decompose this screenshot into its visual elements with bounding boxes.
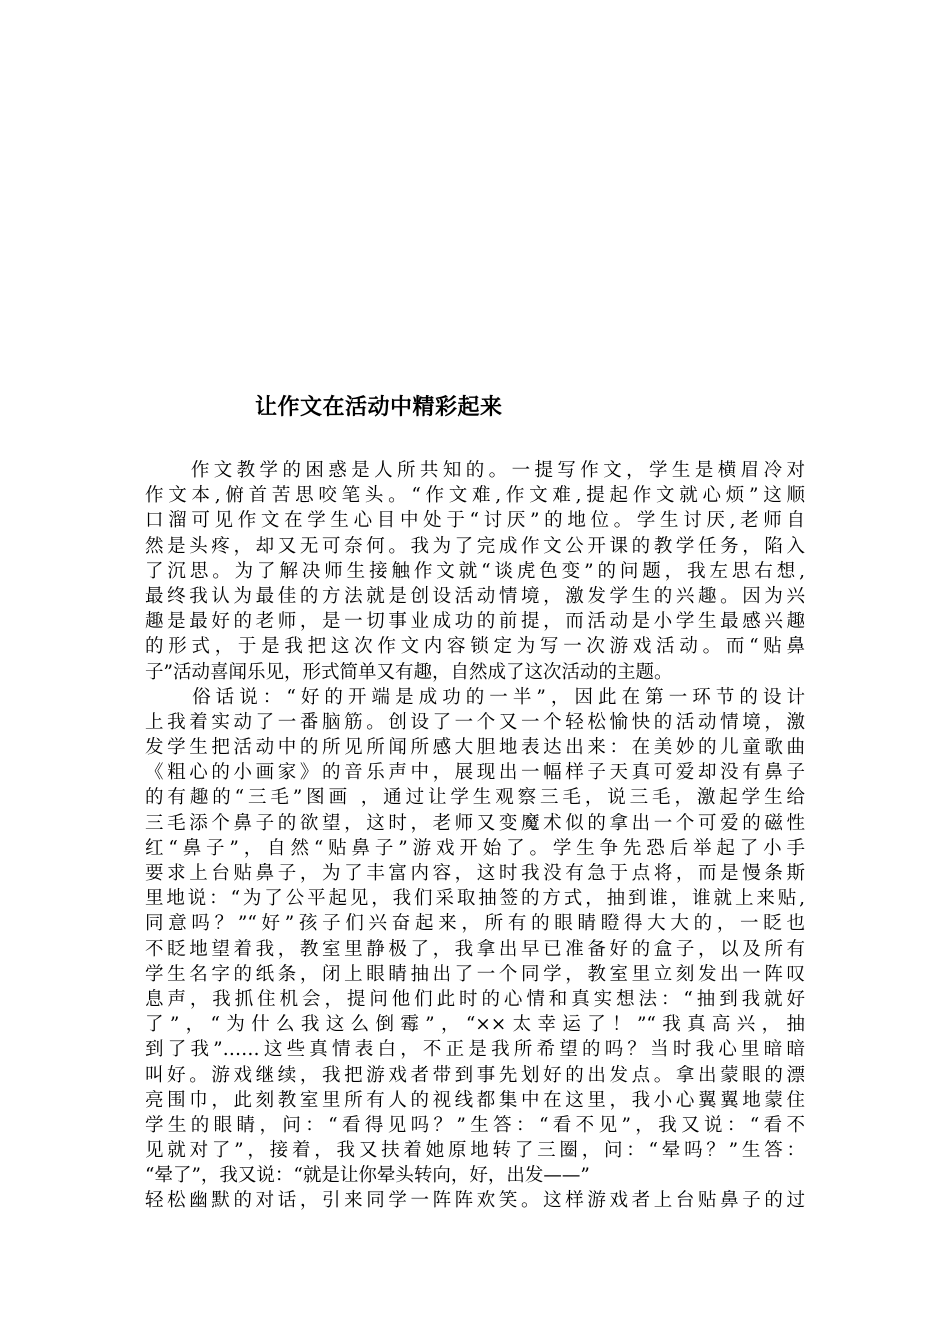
body-line: 轻松幽默的对话，引来同学一阵阵欢笑。这样游戏者上台贴鼻子的过 (145, 1190, 805, 1212)
body-line: 要求上台贴鼻子，为了丰富内容，这时我没有急于点将，而是慢条斯 (145, 863, 805, 884)
body-line: 最终我认为最佳的方法就是创设活动情境，激发学生的兴趣。因为兴 (145, 585, 805, 607)
body-line: 的形式，于是我把这次作文内容锁定为写一次游戏活动。而“贴鼻 (145, 636, 805, 658)
body-line: 同意吗？”“好”孩子们兴奋起来，所有的眼睛瞪得大大的，一眨也 (145, 913, 805, 935)
body-line: 子”活动喜闻乐见，形式简单又有趣，自然成了这次活动的主题。 (145, 661, 673, 683)
body-line: 口溜可见作文在学生心目中处于“讨厌”的地位。学生讨厌,老师自 (145, 510, 805, 532)
body-line: 亮围巾，此刻教室里所有人的视线都集中在这里，我小心翼翼地蒙住 (145, 1089, 805, 1111)
body-line: 俗话说：“好的开端是成功的一半”，因此在第一环节的设计 (145, 686, 805, 708)
body-line: 学生的眼睛，问：“看得见吗？”生答：“看不见”，我又说：“看不 (145, 1114, 805, 1136)
body-line: 见就对了”，接着，我又扶着她原地转了三圈，问：“晕吗？”生答： (145, 1140, 805, 1162)
body-line: 到了我”……这些真情表白，不正是我所希望的吗？当时我心里暗暗 (145, 1039, 805, 1061)
body-line: 上我着实动了一番脑筋。创设了一个又一个轻松愉快的活动情境，激 (145, 711, 805, 733)
body-line: 然是头疼，却又无可奈何。我为了完成作文公开课的教学任务，陷入 (145, 535, 805, 557)
document-body (145, 458, 805, 1214)
body-line: 里地说：“为了公平起见，我们采取抽签的方式，抽到谁，谁就上来贴, (145, 888, 805, 910)
body-line: 的有趣的“三毛”图画 ，通过让学生观察三毛，说三毛，激起学生给 (145, 787, 805, 809)
body-line: 作文本,俯首苦思咬笔头。“作文难,作文难,提起作文就心烦”这顺 (145, 485, 805, 507)
body-line: 了沉思。为了解决师生接触作文就“谈虎色变”的问题，我左思右想, (145, 560, 805, 582)
body-line: 发学生把活动中的所见所闻所感大胆地表达出来：在美妙的儿童歌曲 (145, 737, 805, 759)
body-line: 息声，我抓住机会，提问他们此时的心情和真实想法：“抽到我就好 (145, 988, 805, 1010)
body-line: 趣是最好的老师，是一切事业成功的前提，而活动是小学生最感兴趣 (145, 611, 805, 633)
body-line: 叫好。游戏继续，我把游戏者带到事先划好的出发点。拿出蒙眼的漂 (145, 1064, 805, 1086)
body-line: 了”，“为什么我这么倒霉”，“××太幸运了！”“我真高兴，抽 (145, 1014, 805, 1036)
body-line: 不眨地望着我，教室里静极了，我拿出早已准备好的盒子，以及所有 (145, 938, 805, 960)
body-line: “晕了”，我又说：“就是让你晕头转向，好，出发——” (145, 1165, 590, 1187)
body-line: 三毛添个鼻子的欲望，这时，老师又变魔术似的拿出一个可爱的磁性 (145, 812, 805, 834)
body-line: 红“鼻子”，自然“贴鼻子”游戏开始了。学生争先恐后举起了小手 (145, 837, 805, 859)
body-line: 《粗心的小画家》的音乐声中，展现出一幅样子天真可爱却没有鼻子 (145, 762, 805, 784)
body-line: 学生名字的纸条，闭上眼睛抽出了一个同学，教室里立刻发出一阵叹 (145, 963, 805, 985)
body-line: 作文教学的困惑是人所共知的。一提写作文，学生是横眉冷对 (145, 460, 805, 481)
document-title: 让作文在活动中精彩起来 (255, 395, 503, 420)
